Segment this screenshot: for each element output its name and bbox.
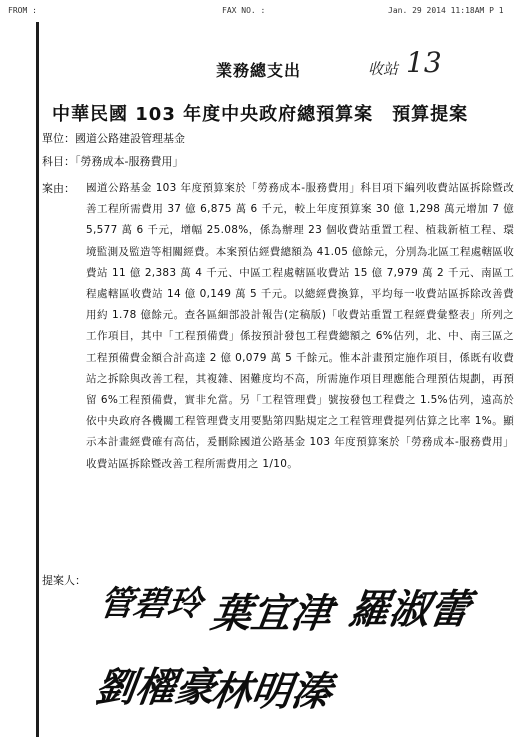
reason-label: 案由： xyxy=(42,182,75,195)
document-category: 業務總支出 xyxy=(216,61,302,80)
fax-datetime: Jan. 29 2014 11:18AM P 1 xyxy=(388,6,504,15)
margin-line xyxy=(36,22,39,737)
signature-3: 羅淑蕾 xyxy=(346,586,473,633)
subject-field: 科目：「勞務成本-服務費用」 xyxy=(42,155,184,168)
handwritten-tag: 收站 xyxy=(368,60,399,78)
signature-4: 劉櫂豪 xyxy=(92,664,219,711)
reason-text: 國道公路基金 103 年度預算案於「勞務成本-服務費用」科目項下編列收費站區拆除暨改善工程所需費用 37 億 6,875 萬 6 千元，較上年度預算案 30 億 1,298 萬元增加 7 億 5,577 萬 6 千元，增幅 25.08%，係為辦理 23 個收費站重置工程、植栽新植工程、環境監測及監造等相關經費。本案預估經費總額為 41.05 億餘元，分別為北區工程處轄區收費站 11 億 2,383 萬 4 千元、中區工程處轄區收費站 15 億 7,979 萬 2 千元、南區工程處轄區收費站 14 億 0,149 萬 5 千元。以總經費換算，平均每一收費站區拆除改善費用約 1.78 億餘元。查各區細部設計報告(定稿版)「收費站重置工程經費彙整表」所列之工作項目，其中「工程預備費」係按預計發包工程費總額之 6%估列，北、中、南三區之工程預備費金額合計高達 2 億 0,079 萬 5 千餘元。惟本計畫預定施作項目，係既有收費站之拆除與改善工程，其複雜、困難度均不高，所需施作項目理應能合理預估規劃，再預留 6%工程預備費，實非允當。另「工程管理費」號按發包工程費之 1.5%估列，遠高於依中央政府各機關工程管理費支用要點第四點規定之工程管理費提列估算之比率 1%。顯示本計畫經費確有高估，爰刪除國道公路基金 103 年度預算案於「勞務成本-服務費用」收費站區拆除暨改善工程所需費用之 1/10。 xyxy=(86,182,514,470)
fax-number-label: FAX NO. : xyxy=(222,6,266,15)
signature-5: 林明溱 xyxy=(208,668,335,715)
proposer-label: 提案人： xyxy=(42,574,86,587)
signature-1: 管碧玲 xyxy=(96,584,205,624)
handwritten-number: 13 xyxy=(406,46,442,79)
signature-2: 葉宜津 xyxy=(208,590,335,637)
unit-field: 單位：國道公路建設管理基金 xyxy=(42,132,185,145)
fax-from-label: FROM : xyxy=(8,6,37,15)
proposal-title: 中華民國 103 年度中央政府總預算案 預算提案 xyxy=(52,104,469,125)
